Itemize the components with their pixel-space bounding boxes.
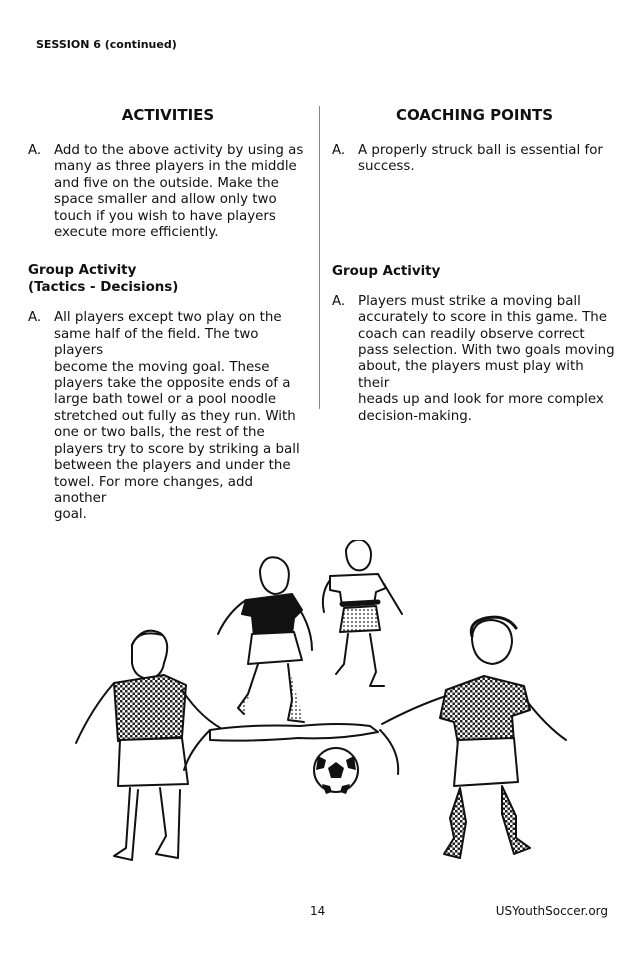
group-activity-title: Group Activity [28, 263, 137, 279]
line: players take the opposite ends of a [54, 376, 291, 392]
back-right-player [323, 540, 402, 686]
line: heads up and look for more complex [358, 392, 604, 408]
item-marker: A. [28, 143, 42, 158]
line: players try to score by striking a ball [54, 441, 300, 457]
line: Players must strike a moving ball [358, 293, 581, 309]
line: All players except two play on the [54, 310, 282, 326]
line: about, the players must play with their [358, 359, 584, 391]
line: success. [358, 159, 415, 175]
line: execute more efficiently. [54, 225, 219, 241]
line: large bath towel or a pool noodle [54, 392, 277, 408]
activities-column [28, 106, 308, 524]
line: same half of the field. The two players [54, 326, 259, 359]
session-label: SESSION 6 (continued) [36, 38, 177, 51]
line: one or two balls, the rest of the [54, 425, 265, 441]
left-player [76, 631, 228, 860]
group-coaching-item-a [332, 294, 617, 425]
line: and five on the outside. Make the [54, 175, 279, 191]
line: pass selection. With two goals moving [358, 343, 615, 359]
activities-heading: ACTIVITIES [121, 106, 215, 124]
line: between the players and under the [54, 458, 291, 474]
footer-website: USYouthSoccer.org [495, 904, 608, 918]
line: decision-making. [358, 408, 472, 424]
line: accurately to score in this game. The [358, 310, 608, 326]
towel [210, 724, 378, 741]
line: space smaller and allow only two [54, 192, 277, 208]
line: towel. For more changes, add another [54, 474, 253, 506]
right-player [382, 617, 566, 858]
group-activity-item-a [28, 310, 308, 523]
group-activity-subtitle: (Tactics - Decisions) [28, 280, 179, 296]
item-marker: A. [332, 293, 346, 309]
line: A properly struck ball is essential for [358, 143, 603, 158]
soccer-ball-icon [314, 748, 358, 794]
item-marker: A. [332, 143, 346, 158]
coaching-points-column [332, 106, 617, 425]
page-number: 14 [310, 904, 326, 918]
line: goal. [54, 507, 87, 523]
line: become the moving goal. These [54, 359, 270, 375]
line: touch if you wish to have players [54, 208, 276, 224]
item-marker: A. [28, 310, 42, 326]
activity-item-a [28, 143, 308, 241]
line: Add to the above activity by using as [54, 143, 304, 158]
back-left-player [218, 557, 312, 722]
coaching-item-a [332, 143, 617, 176]
soccer-players-illustration [70, 540, 570, 885]
coaching-points-heading: COACHING POINTS [395, 106, 554, 124]
line: many as three players in the middle [54, 159, 297, 175]
group-activity-title: Group Activity [332, 263, 441, 279]
line: stretched out fully as they run. With [54, 408, 296, 424]
column-divider [319, 106, 320, 409]
line: coach can readily observe correct [358, 326, 585, 342]
